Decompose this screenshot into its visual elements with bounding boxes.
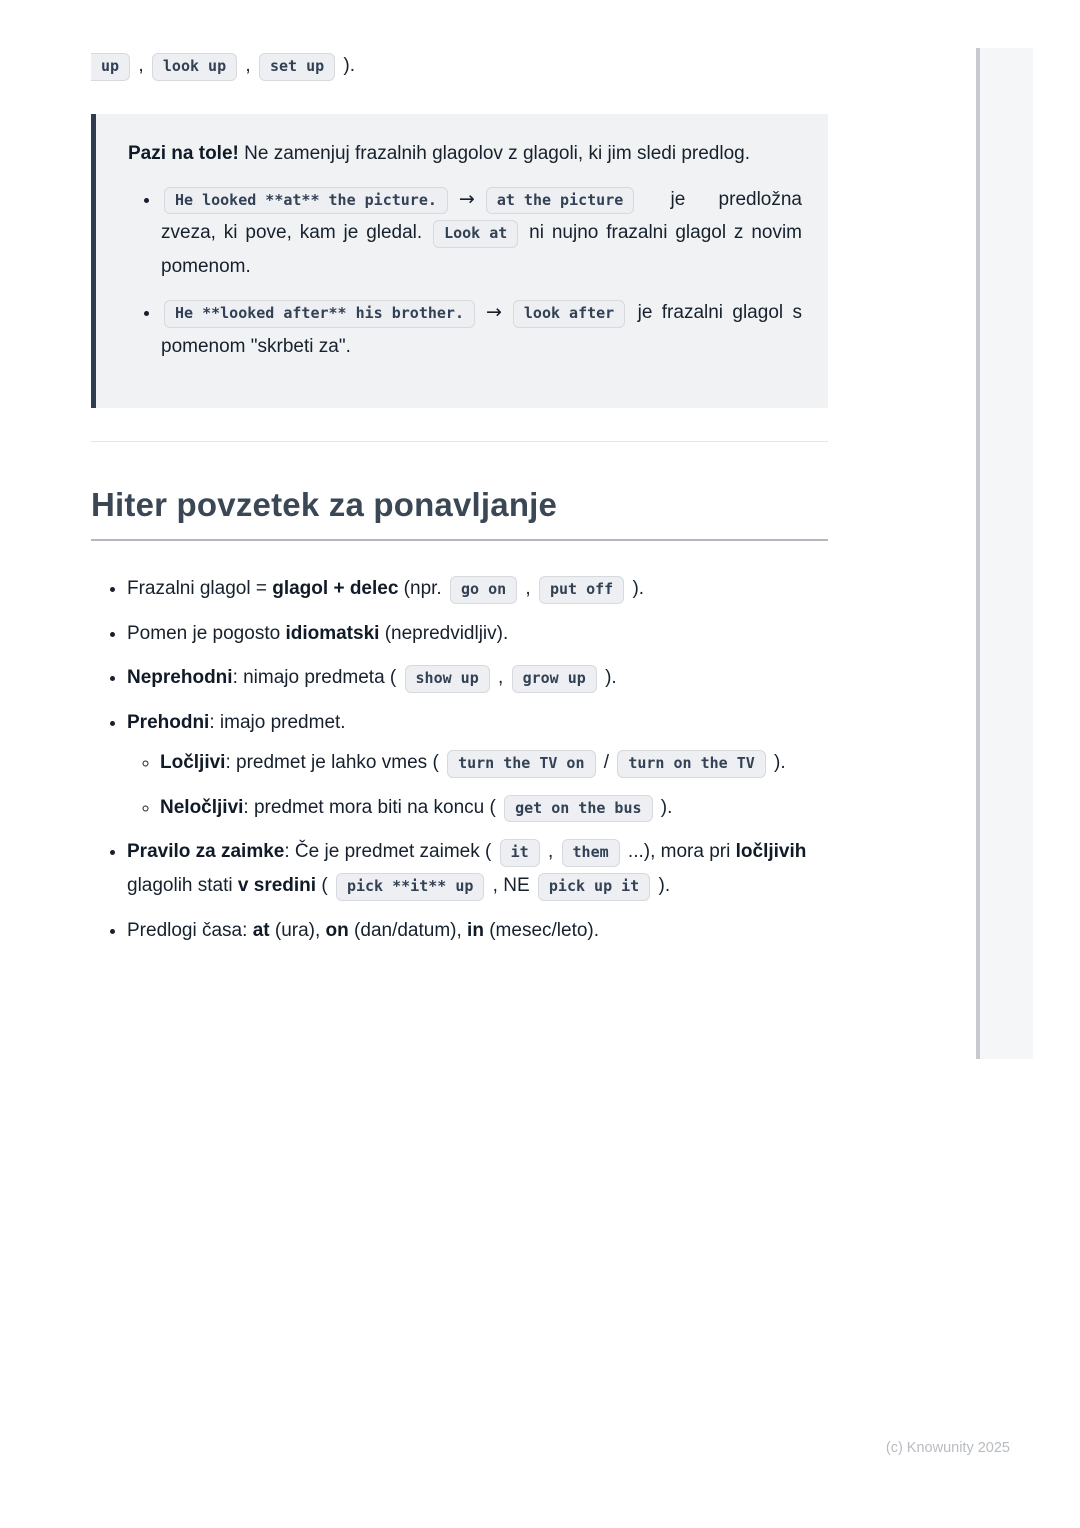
bold-text: v sredini [237,875,317,897]
code-chip: look up [152,53,237,81]
callout-box [91,114,828,408]
bold-text: glagol + delec [272,578,399,600]
bold-text: Neprehodni [127,667,233,689]
code-chip: pick **it** up [336,873,484,901]
code-chip: look after [513,300,625,328]
arrow-icon: → [458,187,475,210]
code-chip: He **looked after** his brother. [164,300,475,328]
code-chip: it [500,839,540,867]
footer-credit: (c) Knowunity 2025 [885,1440,1010,1456]
arrow-icon: → [485,301,502,323]
summary-item: • Pomen je pogosto idiomatski (nepredvidljiv). [127,617,828,650]
bold-text: Ločljivi [160,751,226,773]
bold-text: in [467,919,484,941]
summary-sublist [127,746,828,825]
bold-text: at [252,919,270,941]
bold-text: Prehodni [127,711,210,733]
section-heading: Hiter povzetek za ponavljanje [91,485,828,542]
summary-subitem: ◦ Neločljivi: predmet mora biti na koncu ( get on the bus ). [160,791,828,825]
callout-intro: Pazi na tole! Ne zamenjuj frazalnih glagolov z glagoli, ki jim sledi predlog. [128,142,751,164]
bold-text: on [325,919,349,941]
code-chip: He looked **at** the picture. [164,187,448,215]
summary-item: • Pravilo za zaimke: Če je predmet zaimek ( it , them ...), mora pri ločljivih glagolih stati v sredini ( pick **it** up , NE pick up it ). [127,835,828,903]
code-chip: at the picture [486,187,634,215]
code-chip: them [562,839,620,867]
summary-item: • Predlogi časa: at (ura), on (dan/datum), in (mesec/leto). [127,914,828,947]
summary-item: • Neprehodni: nimajo predmeta ( show up , grow up ). [127,661,828,695]
summary-item: • Frazalni glagol = glagol + delec (npr. go on , put off ). [127,572,828,606]
code-chip: put off [539,576,624,604]
code-chip: pick up it [538,873,650,901]
bold-text: Pravilo za zaimke [127,841,285,863]
summary-list [91,572,828,947]
scrollbar-track[interactable] [976,48,1033,1059]
content-column [91,0,828,958]
code-chip: set up [259,53,335,81]
code-chip: turn the TV on [447,750,595,778]
summary-subitem: ◦ Ločljivi: predmet je lahko vmes ( turn the TV on / turn on the TV ). [160,746,828,780]
intro-continuation-line: up , look up , set up ). [91,0,828,83]
callout-item: • He **looked after** his brother. → look after je frazalni glagol s pomenom "skrbeti za". [161,296,802,364]
bold-text: ločljivih [735,841,807,863]
code-chip: up [91,53,130,81]
bold-text: idiomatski [285,622,380,644]
code-chip: Look at [433,220,518,248]
bold-text: Neločljivi [160,796,244,818]
callout-list [128,183,802,364]
summary-item-text: Prehodni: imajo predmet. [127,711,346,733]
section-divider [91,441,828,442]
code-chip: go on [450,576,517,604]
summary-item [127,706,828,825]
code-chip: grow up [512,665,597,693]
code-chip: get on the bus [504,795,652,823]
code-chip: show up [405,665,490,693]
code-chip: turn on the TV [617,750,765,778]
bold-text: Pazi na tole! [128,142,239,164]
callout-item: • He looked **at** the picture. → at the picture je predložna zveza, ki pove, kam je gledal. Look at ni nujno frazalni glagol z novim pomenom. [161,183,802,284]
